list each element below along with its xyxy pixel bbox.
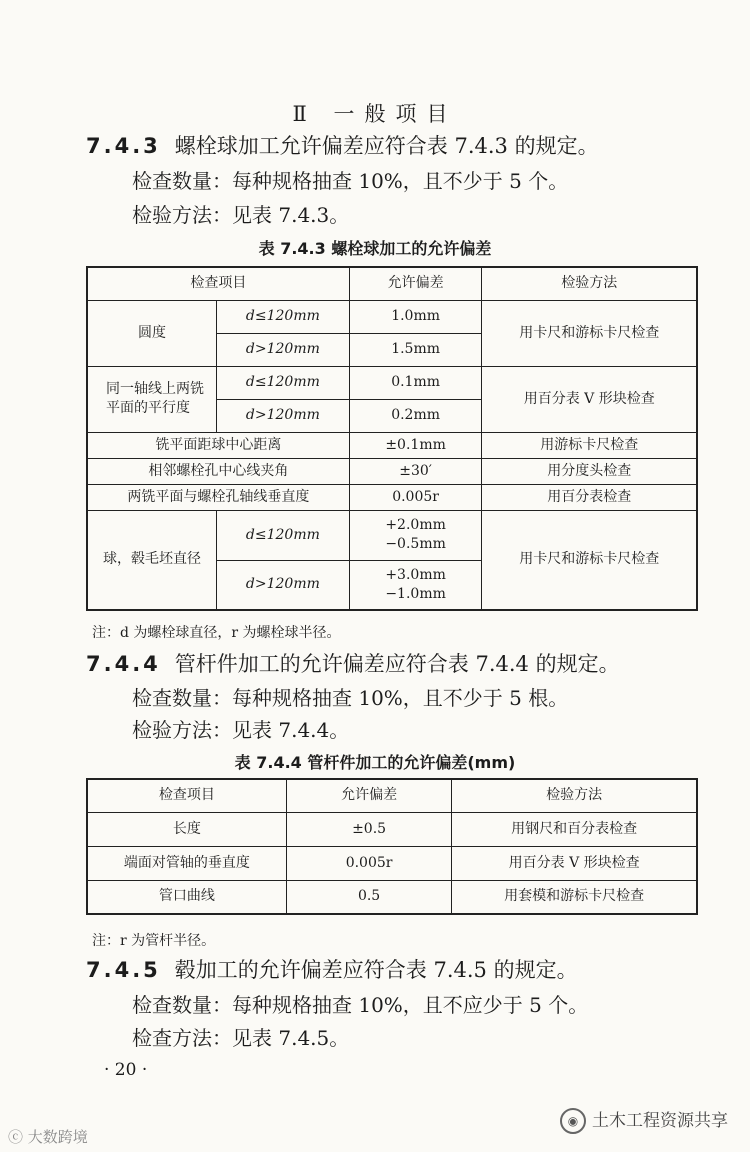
table-7-4-3 xyxy=(86,266,698,611)
cell-item: 球，毂毛坯直径 xyxy=(87,510,217,610)
cell-method: 用游标卡尺检查 xyxy=(482,432,697,458)
cell-condition: d>120mm xyxy=(217,399,350,432)
cell-method: 用套模和游标卡尺检查 xyxy=(452,880,697,914)
cell-item: 两铣平面与螺栓孔轴线垂直度 xyxy=(87,484,349,510)
cell-condition: d≤120mm xyxy=(217,510,350,560)
table-caption: 表 7.4.3 螺栓球加工的允许偏差 xyxy=(258,239,492,258)
cell-method: 用钢尺和百分表检查 xyxy=(452,812,697,846)
section-title: Ⅱ 一般项目 xyxy=(292,102,458,126)
cell-value: 0.5 xyxy=(286,880,452,914)
cell-value: 0.1mm xyxy=(349,366,482,399)
cell-item: 铣平面距球中心距离 xyxy=(87,432,349,458)
cell-item: 相邻螺栓孔中心线夹角 xyxy=(87,458,349,484)
cell-condition: d>120mm xyxy=(217,560,350,610)
clause-number: 7.4.3 xyxy=(86,134,161,158)
cell-value: 0.2mm xyxy=(349,399,482,432)
check-quantity: 检查数量：每种规格抽查 10%，且不应少于 5 个。 xyxy=(132,993,589,1017)
header-method: 检验方法 xyxy=(482,267,697,300)
watermark-logo-icon: ⓒ xyxy=(8,1128,28,1146)
clause-7-4-5 xyxy=(86,956,578,984)
table-note: 注：r 为管杆半径。 xyxy=(92,933,216,949)
watermark-right xyxy=(560,1106,728,1134)
clause-text: 毂加工的允许偏差应符合表 7.4.5 的规定。 xyxy=(174,958,578,982)
cell-condition: d≤120mm xyxy=(217,366,350,399)
cell-value: ±30′ xyxy=(349,458,482,484)
table-7-4-4 xyxy=(86,778,698,915)
cell-method: 用百分表 V 形块检查 xyxy=(452,846,697,880)
watermark-text: 大数跨境 xyxy=(27,1128,88,1146)
cell-value: 0.005r xyxy=(349,484,482,510)
cell-method: 用分度头检查 xyxy=(482,458,697,484)
clause-number: 7.4.5 xyxy=(86,958,161,982)
cell-method: 用卡尺和游标卡尺检查 xyxy=(482,510,697,610)
cell-value: 1.5mm xyxy=(349,333,482,366)
watermark-text: 土木工程资源共享 xyxy=(592,1111,728,1131)
cell-value: ±0.1mm xyxy=(349,432,482,458)
header-item: 检查项目 xyxy=(87,779,286,812)
cell-value-lower: −0.5mm xyxy=(385,536,446,552)
cell-value: 1.0mm xyxy=(349,300,482,333)
clause-text: 螺栓球加工允许偏差应符合表 7.4.3 的规定。 xyxy=(174,134,599,158)
table-note: 注：d 为螺栓球直径，r 为螺栓球半径。 xyxy=(92,625,341,641)
cell-value-upper: +3.0mm xyxy=(385,566,446,583)
cell-value-lower: −1.0mm xyxy=(385,585,446,602)
cell-condition: d>120mm xyxy=(217,333,350,366)
cell-method: 用卡尺和游标卡尺检查 xyxy=(482,300,697,366)
check-method: 检验方法：见表 7.4.3。 xyxy=(132,203,350,227)
header-method: 检验方法 xyxy=(452,779,697,812)
check-method: 检查方法：见表 7.4.5。 xyxy=(132,1026,350,1050)
clause-number: 7.4.4 xyxy=(86,652,161,676)
clause-7-4-4 xyxy=(86,650,620,678)
header-tolerance: 允许偏差 xyxy=(349,267,482,300)
cell-value: ±0.5 xyxy=(286,812,452,846)
page-number: · 20 · xyxy=(104,1060,148,1080)
header-tolerance: 允许偏差 xyxy=(286,779,452,812)
cell-item: 圆度 xyxy=(87,300,217,366)
cell-item: 端面对管轴的垂直度 xyxy=(87,846,286,880)
table-caption: 表 7.4.4 管杆件加工的允许偏差(mm) xyxy=(234,753,516,772)
watermark-left xyxy=(8,1126,88,1147)
check-quantity: 检查数量：每种规格抽查 10%，且不少于 5 根。 xyxy=(132,686,569,710)
cell-item: 长度 xyxy=(87,812,286,846)
header-item: 检查项目 xyxy=(87,267,349,300)
cell-item: 同一轴线上两铣平面的平行度 xyxy=(87,366,217,432)
cell-value-range xyxy=(349,560,482,610)
clause-7-4-3 xyxy=(86,132,599,160)
cell-value-upper: +2.0mm xyxy=(385,517,446,533)
clause-text: 管杆件加工的允许偏差应符合表 7.4.4 的规定。 xyxy=(174,652,620,676)
check-quantity: 检查数量：每种规格抽查 10%，且不少于 5 个。 xyxy=(132,169,569,193)
cell-method: 用百分表 V 形块检查 xyxy=(482,366,697,432)
cell-method: 用百分表检查 xyxy=(482,484,697,510)
check-method: 检验方法：见表 7.4.4。 xyxy=(132,718,350,742)
cell-value-range xyxy=(349,510,482,560)
cell-condition: d≤120mm xyxy=(217,300,350,333)
cell-item: 管口曲线 xyxy=(87,880,286,914)
wechat-icon: ◉ xyxy=(560,1108,586,1134)
cell-value: 0.005r xyxy=(286,846,452,880)
